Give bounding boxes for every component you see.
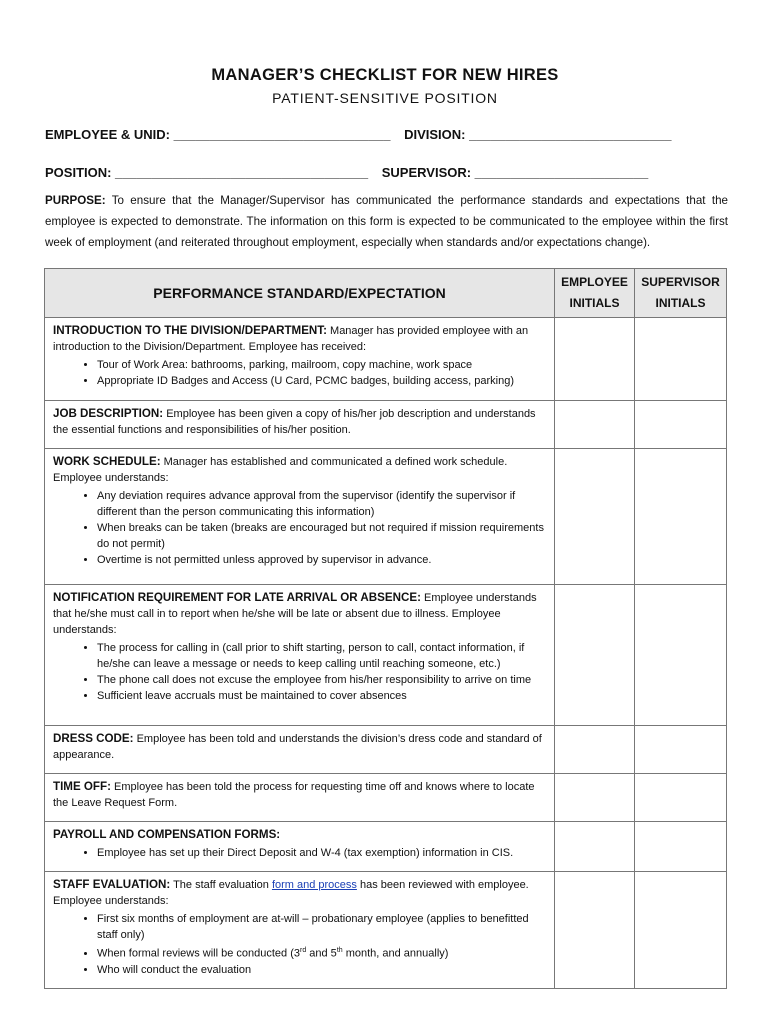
supervisor-field[interactable]: SUPERVISOR: ________________________ (381, 165, 649, 180)
supervisor-initials-cell[interactable] (635, 774, 727, 822)
row-heading: DRESS CODE: (53, 732, 134, 745)
row-description (45, 726, 555, 774)
list-item: • Tour of Work Area: bathrooms, parking, mailroom, copy machine, work space (97, 357, 546, 373)
employee-initials-cell[interactable] (555, 726, 635, 774)
table-row (45, 585, 727, 726)
purpose-text: To ensure that the Manager/Supervisor has communicated the performance standards and expectations that the employee is expected to demonstrate. The information on this form is expected to be communicated to the employee within the first week of employment (and reiterated throughout employment, especially when standards and/or expectations change). (45, 194, 728, 249)
employee-initials-cell[interactable] (555, 318, 635, 401)
list-item: • First six months of employment are at-will – probationary employee (applies to benefitted staff only) (97, 911, 546, 943)
row-heading: NOTIFICATION REQUIREMENT FOR LATE ARRIVAL OR ABSENCE: (53, 591, 421, 604)
row-heading: INTRODUCTION TO THE DIVISION/DEPARTMENT: (53, 324, 327, 337)
supervisor-initials-cell[interactable] (635, 318, 727, 401)
row-text: Employee has been told the process for requesting time off and knows where to locate the Leave Request Form. (53, 781, 535, 809)
employee-initials-cell[interactable] (555, 401, 635, 449)
employee-division-line (45, 127, 730, 142)
list-item: • When formal reviews will be conducted (3rd and 5th month, and annually) (97, 943, 546, 962)
row-text: Manager has provided employee with an introduction to the Division/Department. Employee has received: (53, 325, 529, 353)
row-description (45, 401, 555, 449)
evaluation-form-link[interactable]: form and process (271, 879, 357, 891)
list-item: • The process for calling in (call prior to shift starting, person to call, contact information, if he/she can leave a message or needs to keep calling until reaching someone, etc.) (97, 640, 546, 672)
list-item: • Any deviation requires advance approval from the supervisor (identify the supervisor if different than the person communicating this information) (97, 488, 546, 520)
division-field[interactable]: DIVISION: ____________________________ (404, 127, 672, 142)
row-heading: TIME OFF: (53, 780, 111, 793)
supervisor-initials-cell[interactable] (635, 449, 727, 585)
list-item: • Sufficient leave accruals must be maintained to cover absences (97, 688, 546, 704)
employee-initials-cell[interactable] (555, 585, 635, 726)
list-item: • Appropriate ID Badges and Access (U Card, PCMC badges, building access, parking) (97, 373, 546, 389)
employee-initials-cell[interactable] (555, 872, 635, 989)
supervisor-initials-cell[interactable] (635, 585, 727, 726)
row-text: The staff evaluation (170, 879, 272, 891)
row-heading: JOB DESCRIPTION: (53, 407, 164, 420)
row-text: has been reviewed with employee. Employee understands: (53, 879, 529, 907)
page-subtitle: PATIENT-SENSITIVE POSITION (272, 90, 498, 106)
checklist-table (44, 268, 727, 989)
list-item: • When breaks can be taken (breaks are encouraged but not required if mission requirements do not permit) (97, 520, 546, 552)
row-heading: PAYROLL AND COMPENSATION FORMS: (53, 828, 281, 841)
table-row (45, 726, 727, 774)
table-row (45, 401, 727, 449)
column-header-standard: PERFORMANCE STANDARD/EXPECTATION (45, 269, 555, 318)
row-description (45, 449, 555, 585)
page-title: MANAGER’S CHECKLIST FOR NEW HIRES (211, 66, 559, 84)
supervisor-initials-cell[interactable] (635, 401, 727, 449)
list-item: • Employee has set up their Direct Deposit and W-4 (tax exemption) information in CIS. (97, 845, 546, 861)
row-description (45, 872, 555, 989)
employee-initials-cell[interactable] (555, 774, 635, 822)
supervisor-initials-cell[interactable] (635, 726, 727, 774)
table-row (45, 872, 727, 989)
column-header-supervisor-initials: SUPERVISOR INITIALS (635, 269, 727, 318)
position-field[interactable]: POSITION: ___________________________________ (45, 165, 369, 180)
supervisor-initials-cell[interactable] (635, 822, 727, 872)
employee-initials-cell[interactable] (555, 449, 635, 585)
position-supervisor-line (45, 165, 730, 180)
row-description (45, 774, 555, 822)
purpose-paragraph (45, 190, 728, 253)
row-description (45, 318, 555, 401)
list-item: • Overtime is not permitted unless approved by supervisor in advance. (97, 552, 546, 568)
row-text: Employee has been given a copy of his/her job description and understands the essential functions and responsibilities of his/her position. (53, 408, 536, 436)
column-header-employee-initials: EMPLOYEE INITIALS (555, 269, 635, 318)
row-text: Employee has been told and understands the division’s dress code and standard of appearance. (53, 733, 542, 761)
supervisor-initials-cell[interactable] (635, 872, 727, 989)
row-description (45, 822, 555, 872)
row-text: Manager has established and communicated a defined work schedule. Employee understands: (53, 456, 508, 484)
row-heading: WORK SCHEDULE: (53, 455, 161, 468)
table-row (45, 822, 727, 872)
list-item: • The phone call does not excuse the employee from his/her responsibility to arrive on time (97, 672, 546, 688)
table-header-row (45, 269, 727, 318)
list-item: • Who will conduct the evaluation (97, 962, 546, 978)
table-row (45, 774, 727, 822)
table-row (45, 318, 727, 401)
employee-initials-cell[interactable] (555, 822, 635, 872)
row-text: Employee understands that he/she must call in to report when he/she will be late or absent due to illness. Employee understands: (53, 592, 537, 636)
employee-unid-field[interactable]: EMPLOYEE & UNID: ______________________________ (45, 127, 391, 142)
row-description (45, 585, 555, 726)
purpose-label: PURPOSE: (45, 194, 106, 207)
row-heading: STAFF EVALUATION: (53, 878, 171, 891)
table-row (45, 449, 727, 585)
